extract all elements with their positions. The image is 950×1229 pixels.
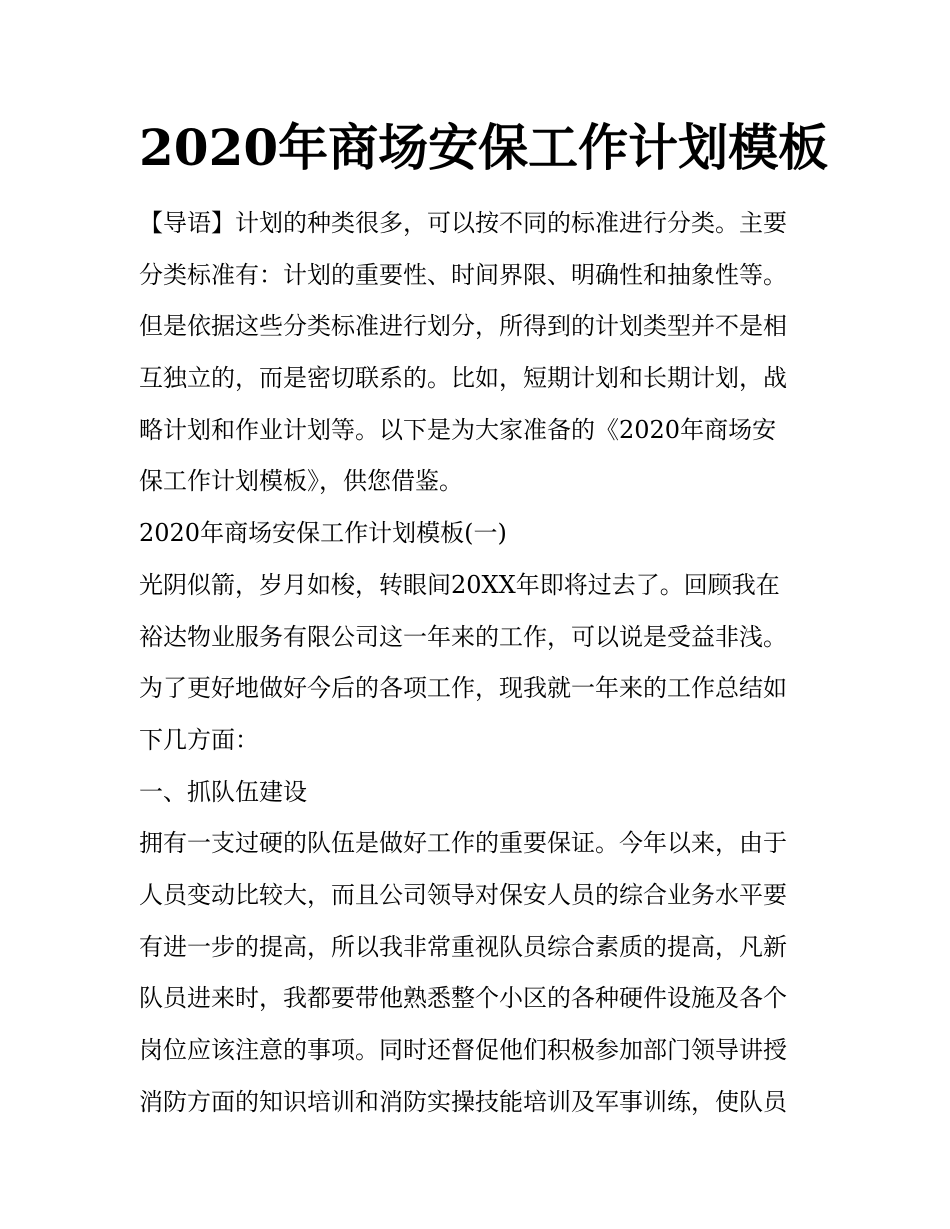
text-line: 下几方面： xyxy=(139,725,259,754)
document-title: 2020年商场安保工作计划模板 xyxy=(139,118,829,177)
text-line: 消防方面的知识培训和消防实操技能培训及军事训练，使队员 xyxy=(139,1087,787,1116)
text-line: 光阴似箭，岁月如梭，转眼间20XX年即将过去了。回顾我在 xyxy=(139,570,780,599)
text-line: 裕达物业服务有限公司这一年来的工作，可以说是受益非浅。 xyxy=(139,622,787,651)
text-line: 但是依据这些分类标准进行划分，所得到的计划类型并不是相 xyxy=(139,312,787,341)
text-line: 有进一步的提高，所以我非常重视队员综合素质的提高，凡新 xyxy=(139,932,787,961)
text-line: 为了更好地做好今后的各项工作，现我就一年来的工作总结如 xyxy=(139,674,787,703)
text-line: 队员进来时，我都要带他熟悉整个小区的各种硬件设施及各个 xyxy=(139,984,787,1013)
section-heading: 2020年商场安保工作计划模板(一) xyxy=(139,519,507,548)
text-line: 互独立的，而是密切联系的。比如，短期计划和长期计划，战 xyxy=(139,364,787,393)
text-line: 【导语】计划的种类很多，可以按不同的标准进行分类。主要 xyxy=(139,209,787,237)
text-line: 岗位应该注意的事项。同时还督促他们积极参加部门领导讲授 xyxy=(139,1036,787,1064)
text-line: 略计划和作业计划等。以下是为大家准备的《2020年商场安 xyxy=(139,415,777,444)
document-body xyxy=(139,198,811,1128)
section-heading: 一、抓队伍建设 xyxy=(139,777,307,806)
text-line: 人员变动比较大，而且公司领导对保安人员的综合业务水平要 xyxy=(139,880,787,909)
text-line: 拥有一支过硬的队伍是做好工作的重要保证。今年以来，由于 xyxy=(139,829,787,858)
text-line: 保工作计划模板》，供您借鉴。 xyxy=(139,467,463,496)
text-line: 分类标准有：计划的重要性、时间界限、明确性和抽象性等。 xyxy=(139,260,787,289)
